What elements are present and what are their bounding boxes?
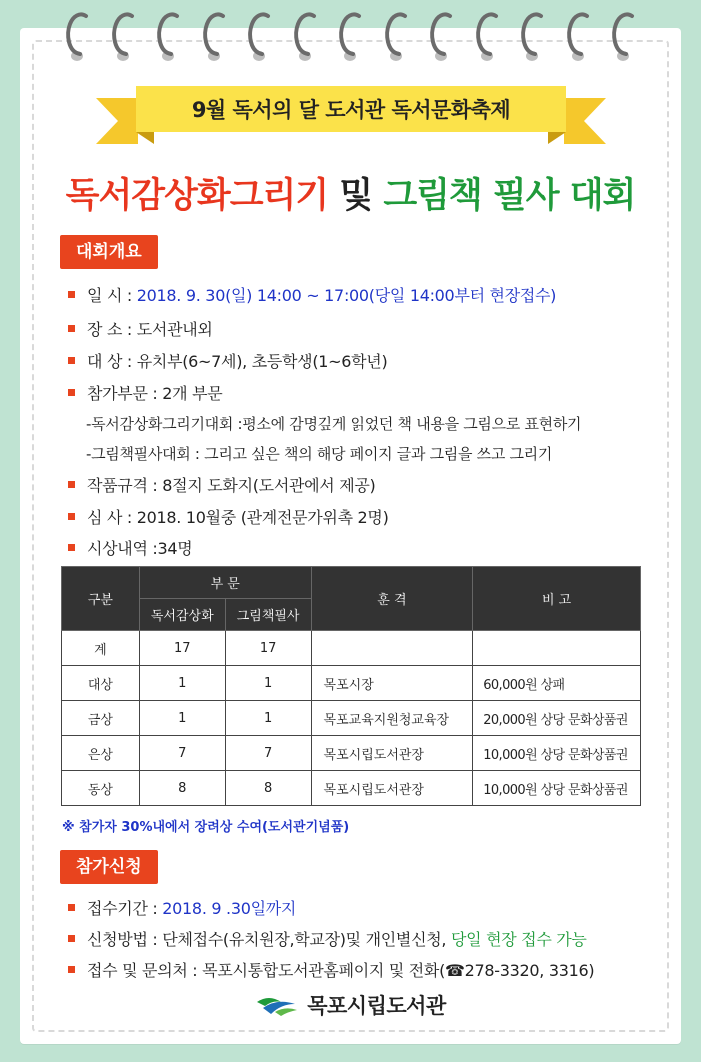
banner-ribbon <box>96 86 606 146</box>
cell-recognition: 목포교육지원청교육장 <box>311 701 473 736</box>
spiral-ring-icon <box>199 8 229 66</box>
ribbon-fold-right <box>548 132 566 144</box>
cell-a: 7 <box>139 736 225 771</box>
cell-recognition: 목포시장 <box>311 666 473 701</box>
method-label: 신청방법 : 단체접수(유치원장,학교장)및 개인별신청, <box>87 930 451 949</box>
category-sub1: -독서감상화그리기대회 :평소에 감명깊게 읽었던 책 내용을 그림으로 표현하기 <box>86 415 582 433</box>
date-value: 2018. 9. 30(일) 14:00 ~ 17:00(당일 14:00부터 현장접수) <box>136 286 557 305</box>
info-awards <box>68 539 192 559</box>
header-recognition: 훈 격 <box>311 567 473 631</box>
place-text: 장 소 : 도서관내외 <box>87 320 213 339</box>
spiral-ring-icon <box>381 8 411 66</box>
cell-recognition: 목포시립도서관장 <box>311 736 473 771</box>
cell-b: 1 <box>225 701 311 736</box>
spiral-ring-icon <box>62 8 92 66</box>
cell-type: 계 <box>62 631 140 666</box>
table-row <box>62 631 641 666</box>
method-value: 당일 현장 접수 가능 <box>450 930 587 949</box>
table-row <box>62 736 641 771</box>
spiral-ring-icon <box>108 8 138 66</box>
library-logo-icon <box>255 992 299 1018</box>
section-apply-tag: 참가신청 <box>60 850 158 884</box>
table-row <box>62 771 641 806</box>
section-overview-tag: 대회개요 <box>60 235 158 269</box>
title-part3: 그림책 필사 대회 <box>383 176 636 216</box>
header-sub2: 그림책필사 <box>225 599 311 631</box>
bullet-icon <box>68 544 75 551</box>
contact-text: 접수 및 문의처 : 목포시통합도서관홈페이지 및 전화(☎278-3320, 3316) <box>87 961 595 980</box>
ribbon-tail-right <box>564 98 606 144</box>
cell-a: 1 <box>139 666 225 701</box>
bullet-icon <box>68 904 75 911</box>
apply-contact <box>68 961 594 981</box>
apply-period <box>68 899 296 919</box>
bullet-icon <box>68 513 75 520</box>
judge-text: 심 사 : 2018. 10월중 (관계전문가위촉 2명) <box>87 508 389 527</box>
info-category <box>68 384 222 404</box>
bullet-icon <box>68 966 75 973</box>
cell-b: 1 <box>225 666 311 701</box>
category-sub2: -그림책필사대회 : 그리고 싶은 책의 해당 페이지 글과 그림을 쓰고 그리기 <box>86 445 553 463</box>
spiral-ring-icon <box>335 8 365 66</box>
spiral-ring-icon <box>608 8 638 66</box>
spiral-ring-icon <box>563 8 593 66</box>
cell-type: 대상 <box>62 666 140 701</box>
footer-logo <box>0 990 701 1020</box>
spiral-ring-icon <box>244 8 274 66</box>
spiral-ring-icon <box>426 8 456 66</box>
title-part2: 및 <box>339 176 373 216</box>
ribbon-fold-left <box>136 132 154 144</box>
bullet-icon <box>68 481 75 488</box>
cell-note: 20,000원 상당 문화상품권 <box>473 701 641 736</box>
cell-note: 10,000원 상당 문화상품권 <box>473 736 641 771</box>
header-sub1: 독서감상화 <box>139 599 225 631</box>
cell-b: 7 <box>225 736 311 771</box>
spiral-rings <box>0 8 701 72</box>
cell-type: 은상 <box>62 736 140 771</box>
header-division: 부 문 <box>139 567 311 599</box>
banner-text: 9월 독서의 달 도서관 독서문화축제 <box>136 86 566 132</box>
cell-a: 1 <box>139 701 225 736</box>
cell-b: 17 <box>225 631 311 666</box>
ribbon-tail-left <box>96 98 138 144</box>
main-title <box>0 168 701 218</box>
table-row <box>62 701 641 736</box>
cell-note <box>473 631 641 666</box>
date-label: 일 시 : <box>87 286 137 305</box>
spiral-ring-icon <box>517 8 547 66</box>
cell-b: 8 <box>225 771 311 806</box>
info-place <box>68 320 213 340</box>
awards-table <box>61 566 641 806</box>
header-note: 비 고 <box>473 567 641 631</box>
cell-note: 10,000원 상당 문화상품권 <box>473 771 641 806</box>
period-value: 2018. 9 .30일까지 <box>162 899 297 918</box>
target-text: 대 상 : 유치부(6~7세), 초등학생(1~6학년) <box>87 352 388 371</box>
bullet-icon <box>68 935 75 942</box>
awards-text: 시상내역 :34명 <box>87 539 193 558</box>
period-label: 접수기간 : <box>87 899 163 918</box>
footer-library-name: 목포시립도서관 <box>307 994 446 1018</box>
spiral-ring-icon <box>290 8 320 66</box>
apply-method <box>68 930 587 950</box>
spec-text: 작품규격 : 8절지 도화지(도서관에서 제공) <box>87 476 376 495</box>
cell-a: 8 <box>139 771 225 806</box>
bullet-icon <box>68 357 75 364</box>
info-judge <box>68 508 389 528</box>
cell-recognition: 목포시립도서관장 <box>311 771 473 806</box>
category-text: 참가부문 : 2개 부문 <box>87 384 223 403</box>
cell-recognition <box>311 631 473 666</box>
cell-type: 동상 <box>62 771 140 806</box>
title-part1: 독서감상화그리기 <box>65 176 329 216</box>
bullet-icon <box>68 291 75 298</box>
bullet-icon <box>68 325 75 332</box>
spiral-ring-icon <box>153 8 183 66</box>
cell-type: 금상 <box>62 701 140 736</box>
table-row <box>62 666 641 701</box>
info-target <box>68 352 387 372</box>
bullet-icon <box>68 389 75 396</box>
header-type: 구분 <box>62 567 140 631</box>
spiral-ring-icon <box>472 8 502 66</box>
encouragement-notice: ※ 참가자 30%내에서 장려상 수여(도서관기념품) <box>62 820 350 835</box>
info-date <box>68 286 556 306</box>
cell-a: 17 <box>139 631 225 666</box>
info-spec <box>68 476 376 496</box>
cell-note: 60,000원 상패 <box>473 666 641 701</box>
